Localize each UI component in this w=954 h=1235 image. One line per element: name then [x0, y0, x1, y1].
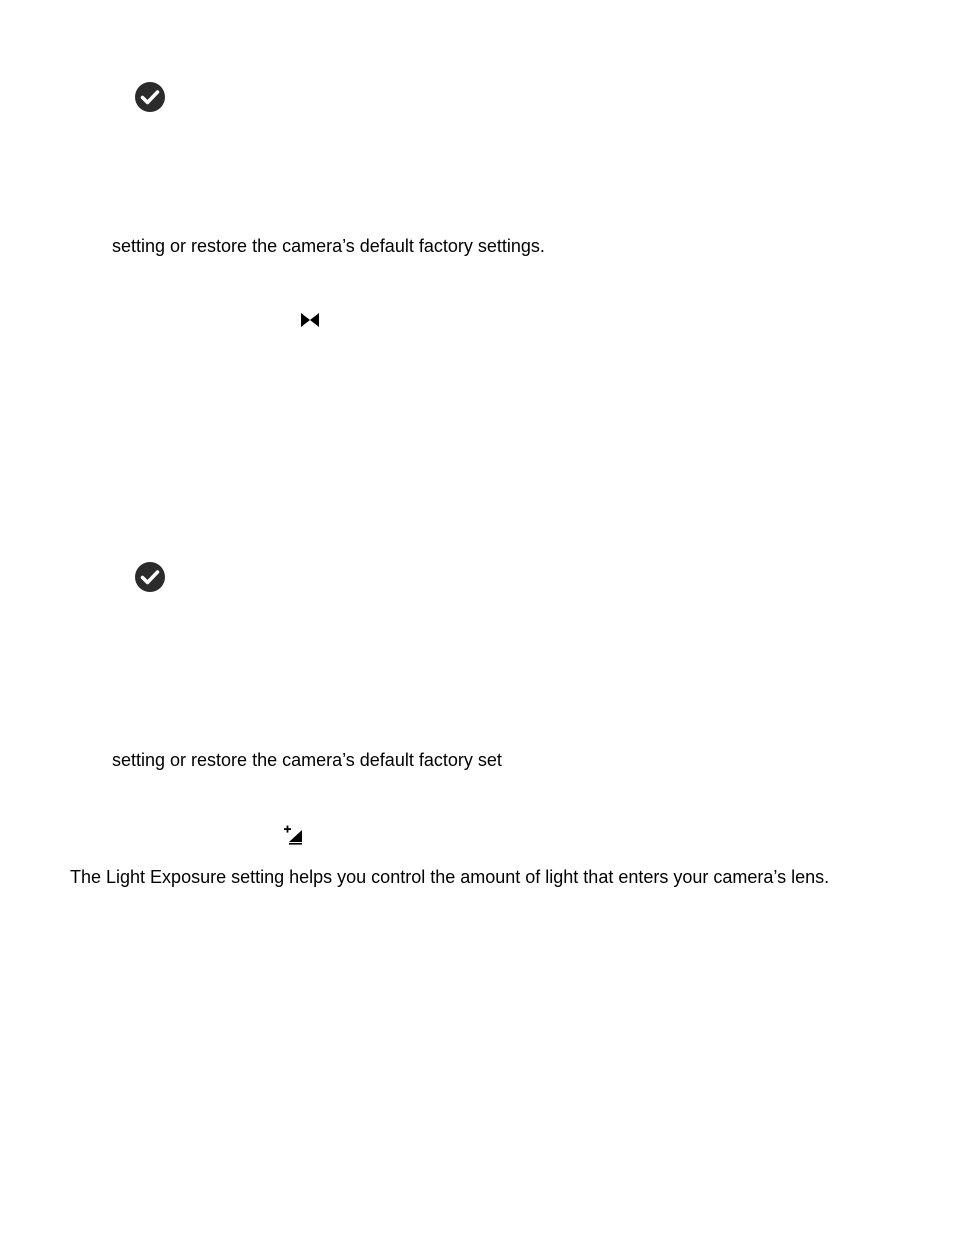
exposure-plus-minus-icon — [283, 825, 303, 845]
check-circle-icon — [134, 81, 166, 113]
body-text-line: setting or restore the camera’s default factory settings. — [112, 236, 545, 256]
check-circle-icon — [134, 561, 166, 593]
body-text-line: setting or restore the camera’s default factory set — [112, 750, 502, 770]
bowtie-icon — [300, 312, 320, 328]
body-text-line: The Light Exposure setting helps you control the amount of light that enters your camera’s lens. — [70, 867, 830, 887]
